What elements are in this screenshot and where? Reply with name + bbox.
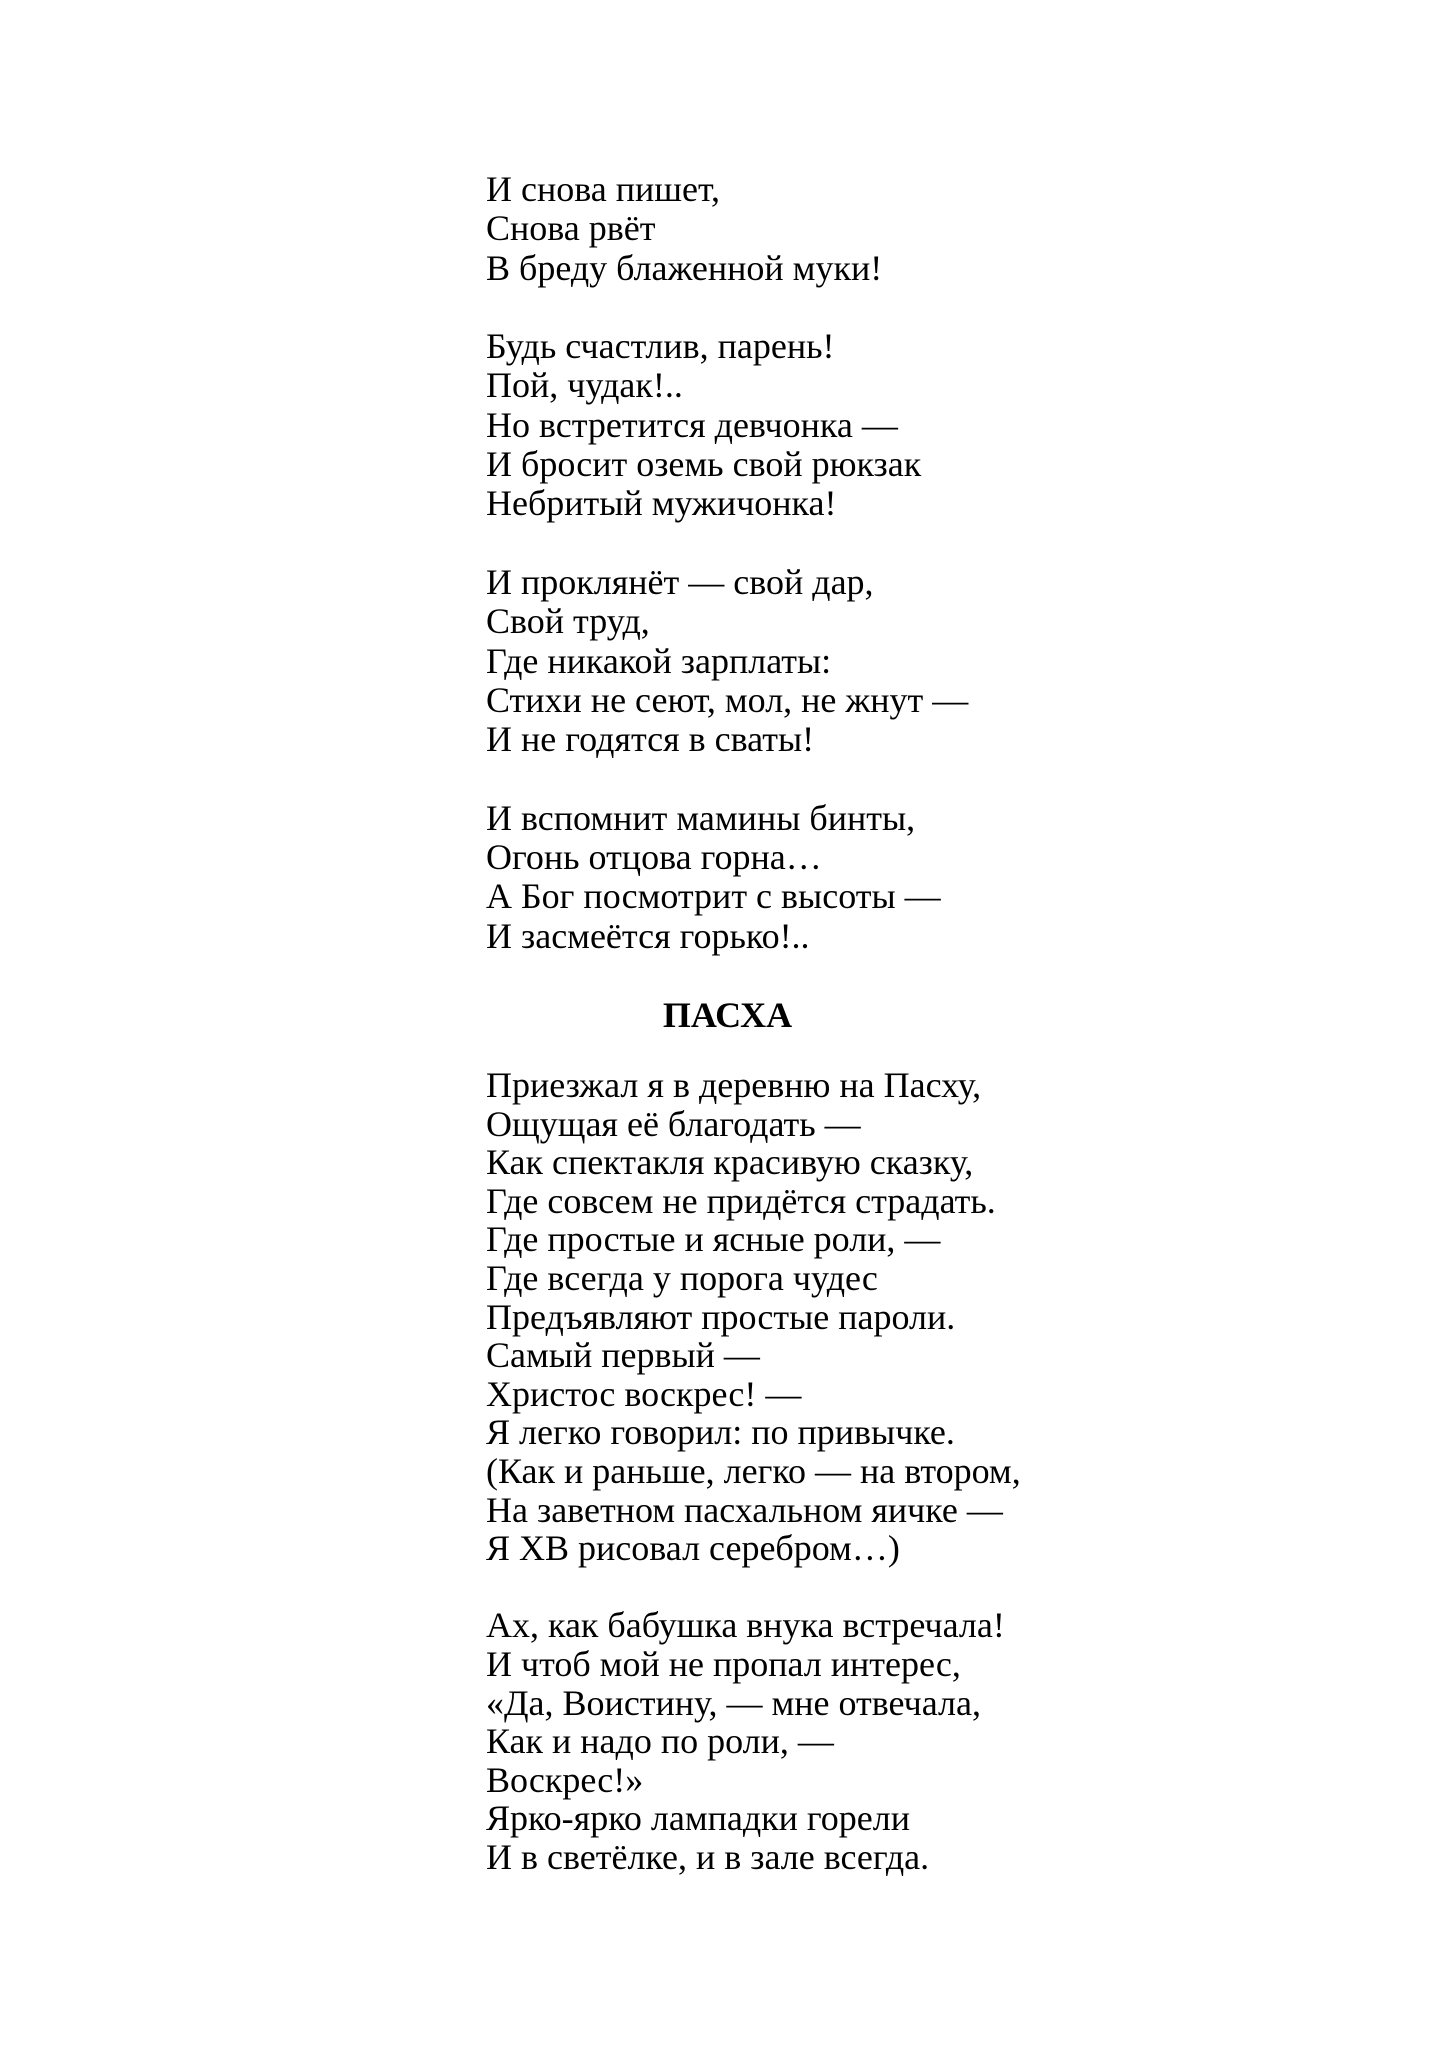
poem-line: Воскрес!»	[486, 1759, 644, 1800]
poem-line: Я легко говорил: по привычке.	[486, 1412, 955, 1453]
poem-line: Ах, как бабушка внука встречала!	[486, 1605, 1005, 1646]
poem-line: И проклянёт — свой дар,	[486, 561, 874, 602]
poem-pascha	[486, 1066, 1286, 1876]
poem-line: И засмеётся горько!..	[486, 915, 810, 956]
poem-line: Где никакой зарплаты:	[486, 640, 832, 681]
poem-line: Пой, чудак!..	[486, 365, 683, 406]
poem-line: (Как и раньше, легко — на втором,	[486, 1450, 1021, 1491]
poem-line: Огонь отцова горна…	[486, 837, 822, 878]
poem-line: И чтоб мой не пропал интерес,	[486, 1643, 961, 1684]
poem-line: И в светёлке, и в зале всегда.	[486, 1836, 930, 1877]
poem-line: И снова пишет,	[486, 169, 720, 209]
poem-line: Самый первый —	[486, 1335, 760, 1376]
poem-line: Ощущая её благодать —	[486, 1103, 861, 1144]
poem-line: Будь счастлив, парень!	[486, 326, 835, 367]
stanza-4	[486, 799, 1286, 956]
poem-line: «Да, Воистину, — мне отвечала,	[486, 1682, 981, 1723]
poem-line: И вспомнит мамины бинты,	[486, 797, 916, 838]
stanza-1	[486, 170, 1286, 288]
poem-title: ПАСХА	[662, 995, 793, 1035]
poem-line: Как спектакля красивую сказку,	[486, 1142, 974, 1183]
poem-line: Я ХВ рисовал серебром…)	[486, 1528, 900, 1569]
poem-line: Но встретится девчонка —	[486, 404, 898, 445]
poem-line: Ярко-ярко лампадки горели	[486, 1798, 911, 1839]
poem-line: Свой труд,	[486, 601, 650, 642]
stanza-2	[486, 1606, 1286, 1876]
poem-line: А Бог посмотрит с высоты —	[486, 876, 941, 917]
stanza-2	[486, 327, 1286, 523]
poem-line: В бреду блаженной муки!	[486, 247, 883, 288]
poem-line: И не годятся в сваты!	[486, 719, 815, 760]
poem-line: Где совсем не придётся страдать.	[486, 1180, 996, 1221]
poem-line: На заветном пасхальном яичке —	[486, 1489, 1003, 1530]
poem-line: Где простые и ясные роли, —	[486, 1219, 941, 1260]
poem-line: Снова рвёт	[486, 208, 656, 249]
poem-line: И бросит оземь свой рюкзак	[486, 444, 922, 485]
poem-line: Приезжал я в деревню на Пасху,	[486, 1065, 982, 1105]
poem-line: Христос воскрес! —	[486, 1373, 802, 1414]
poem-line: Стихи не сеют, мол, не жнут —	[486, 679, 969, 720]
poem-line: Как и надо по роли, —	[486, 1721, 834, 1762]
poem-line: Где всегда у порога чудес	[486, 1257, 878, 1298]
stanza-3	[486, 563, 1286, 759]
poem-line: Предъявляют простые пароли.	[486, 1296, 956, 1337]
stanza-1	[486, 1066, 1286, 1568]
poem-line: Небритый мужичонка!	[486, 483, 837, 524]
poem-continued	[486, 170, 1286, 956]
